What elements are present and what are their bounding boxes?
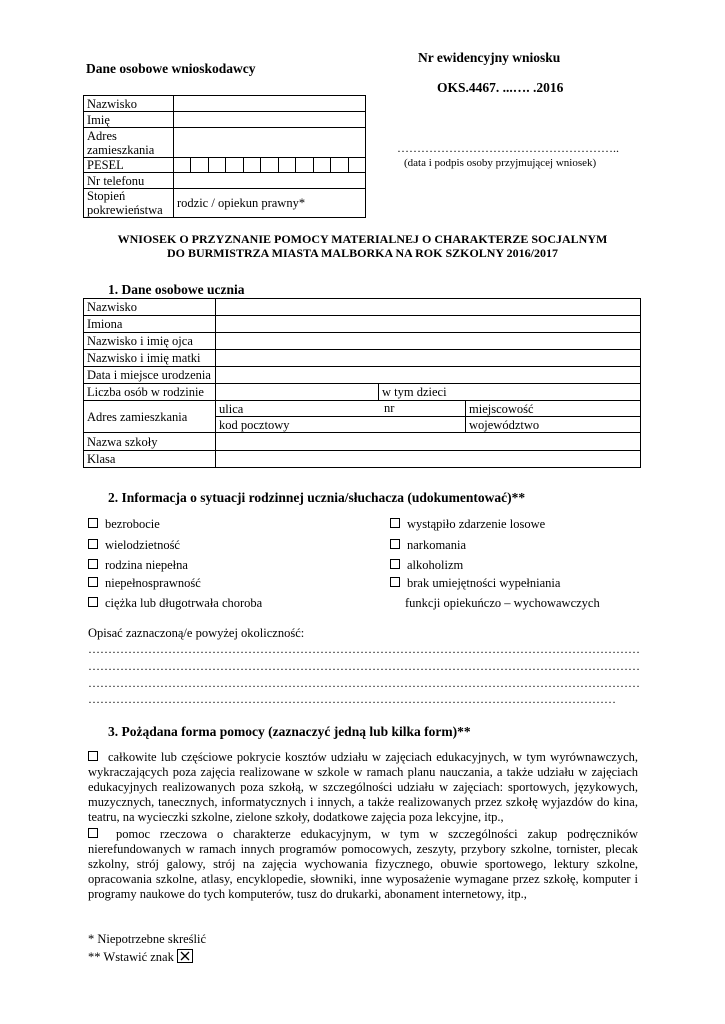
street-field[interactable] <box>216 401 466 417</box>
form-title-line1: WNIOSEK O PRZYZNANIE POMOCY MATERIALNEJ O CHARAKTERZE SOCJALNYM <box>117 232 608 246</box>
checkbox-icon[interactable] <box>88 539 98 549</box>
mother-name-label: Nazwisko i imię matki <box>84 350 216 367</box>
section1-heading: 1. Dane osobowe ucznia <box>108 282 245 297</box>
children-count-field[interactable]: w tym dzieci <box>379 384 641 401</box>
x-mark-icon <box>177 949 193 963</box>
applicant-surname-field[interactable] <box>174 96 366 112</box>
postal-code-field[interactable]: kod pocztowy <box>216 417 466 433</box>
option-single-parent[interactable]: rodzina niepełna <box>88 558 188 573</box>
checkbox-icon[interactable] <box>390 518 400 528</box>
checkbox-icon[interactable] <box>390 559 400 569</box>
option-care-inability[interactable]: brak umiejętności wypełniania <box>390 576 560 591</box>
aid-form-material: pomoc rzeczowa o charakterze edukacyjnym, w tym w szczególności zakup podręczników nierefundowanych w ramach innych programów pomocowych, zeszyty, przybory szkolne, tornister, plecak szkolny, strój galowy, strój na zajęcia wychowania fizycznego, obuwie sportowego, lektury szkolne, opracowania szkolne, atlasy, encyklopedie, słowniki, inne wyposażenie wymagane przez szkołę, komputer i programy naukowe do tych komputerów, tusz do drukarki, abonament internetowy, itp., <box>88 827 638 901</box>
father-name-field[interactable] <box>216 333 641 350</box>
option-alcoholism[interactable]: alkoholizm <box>390 558 463 573</box>
applicant-kinship-value: rodzic / opiekun prawny* <box>174 189 366 218</box>
option-large-family[interactable]: wielodzietność <box>88 538 180 553</box>
signature-line: ……………………………………………….. <box>397 141 619 155</box>
applicant-section-title: Dane osobowe wnioskodawcy <box>86 61 256 76</box>
describe-line-4[interactable]: …………………………………………………………………………………………………………………… <box>88 692 616 706</box>
father-name-label: Nazwisko i imię ojca <box>84 333 216 350</box>
student-table <box>83 298 641 468</box>
birth-field[interactable] <box>216 367 641 384</box>
applicant-surname-label: Nazwisko <box>84 96 174 112</box>
house-number-label: nr <box>384 401 395 415</box>
signature-caption: (data i podpis osoby przyjmującej wniosek) <box>404 157 597 169</box>
registration-number-value: OKS.4467. ...…. .2016 <box>437 80 564 95</box>
section3-heading: 3. Pożądana forma pomocy (zaznaczyć jedną lub kilka form)** <box>108 724 471 739</box>
option-random-event[interactable]: wystąpiło zdarzenie losowe <box>390 517 545 532</box>
footnote-mark: ** Wstawić znak <box>88 949 193 965</box>
applicant-phone-field[interactable] <box>174 173 366 189</box>
student-address-label: Adres zamieszkania <box>84 401 216 433</box>
applicant-pesel-label: PESEL <box>84 158 174 173</box>
applicant-table <box>83 95 366 218</box>
mother-name-field[interactable] <box>216 350 641 367</box>
section2-heading: 2. Informacja o sytuacji rodzinnej ucznia/słuchacza (udokumentować)** <box>108 490 526 505</box>
applicant-address-label: Adres zamieszkania <box>84 128 174 158</box>
birth-label: Data i miejsce urodzenia <box>84 367 216 384</box>
describe-line-2[interactable]: ………………………………………………………………………………………………………………………… <box>88 659 640 673</box>
aid-form-tuition: całkowite lub częściowe pokrycie kosztów udziału w zajęciach edukacyjnych, w tym wyrównawczych, wykraczających poza zajęcia realizowane w szkole w ramach planu nauczania, a także udziału w zajęciach edukacyjnych realizowanych poza szkołą, w szczególności udziału w zajęciach: sportowych, językowych, muzycznych, tanecznych, informatycznych i innych, a także realizowanych przez szkołę wyjazdów do kina, teatru, na wycieczki szkolne, zielone szkoły, dodatkowe zajęcia poza lekcyjne, itp., <box>88 750 638 824</box>
student-names-label: Imiona <box>84 316 216 333</box>
family-count-label: Liczba osób w rodzinie <box>84 384 216 401</box>
student-surname-label: Nazwisko <box>84 299 216 316</box>
applicant-phone-label: Nr telefonu <box>84 173 174 189</box>
checkbox-icon[interactable] <box>390 539 400 549</box>
describe-line-3[interactable]: ………………………………………………………………………………………………………………………… <box>88 676 640 690</box>
student-names-field[interactable] <box>216 316 641 333</box>
option-unemployment[interactable]: bezrobocie <box>88 517 160 532</box>
checkbox-icon[interactable] <box>88 828 98 838</box>
describe-label: Opisać zaznaczoną/e powyżej okoliczność: <box>88 626 305 640</box>
checkbox-icon[interactable] <box>88 518 98 528</box>
city-field[interactable]: miejscowość <box>466 401 641 417</box>
form-title-line2: DO BURMISTRZA MIASTA MALBORKA NA ROK SZKOLNY 2016/2017 <box>166 246 559 260</box>
option-disability[interactable]: niepełnosprawność <box>88 576 201 591</box>
applicant-pesel-field[interactable] <box>174 158 366 173</box>
checkbox-icon[interactable] <box>88 751 98 761</box>
applicant-kinship-label: Stopień pokrewieństwa <box>84 189 174 218</box>
applicant-address-field[interactable] <box>174 128 366 158</box>
option-drug-addiction[interactable]: narkomania <box>390 538 466 553</box>
describe-line-1[interactable]: ………………………………………………………………………………………………………………………… <box>88 642 640 656</box>
class-label: Klasa <box>84 451 216 468</box>
footnote-strike: * Niepotrzebne skreślić <box>88 932 207 946</box>
voivodeship-field[interactable]: województwo <box>466 417 641 433</box>
school-name-label: Nazwa szkoły <box>84 433 216 451</box>
applicant-firstname-field[interactable] <box>174 112 366 128</box>
class-field[interactable] <box>216 451 641 468</box>
checkbox-icon[interactable] <box>88 559 98 569</box>
checkbox-icon[interactable] <box>88 597 98 607</box>
option-care-inability-cont: funkcji opiekuńczo – wychowawczych <box>405 596 600 610</box>
school-name-field[interactable] <box>216 433 641 451</box>
student-surname-field[interactable] <box>216 299 641 316</box>
street-label: ulica <box>219 401 244 416</box>
family-count-field[interactable] <box>216 384 379 401</box>
option-illness[interactable]: ciężka lub długotrwała choroba <box>88 596 262 611</box>
applicant-firstname-label: Imię <box>84 112 174 128</box>
registration-number-label: Nr ewidencyjny wniosku <box>418 50 561 65</box>
checkbox-icon[interactable] <box>88 577 98 587</box>
checkbox-icon[interactable] <box>390 577 400 587</box>
